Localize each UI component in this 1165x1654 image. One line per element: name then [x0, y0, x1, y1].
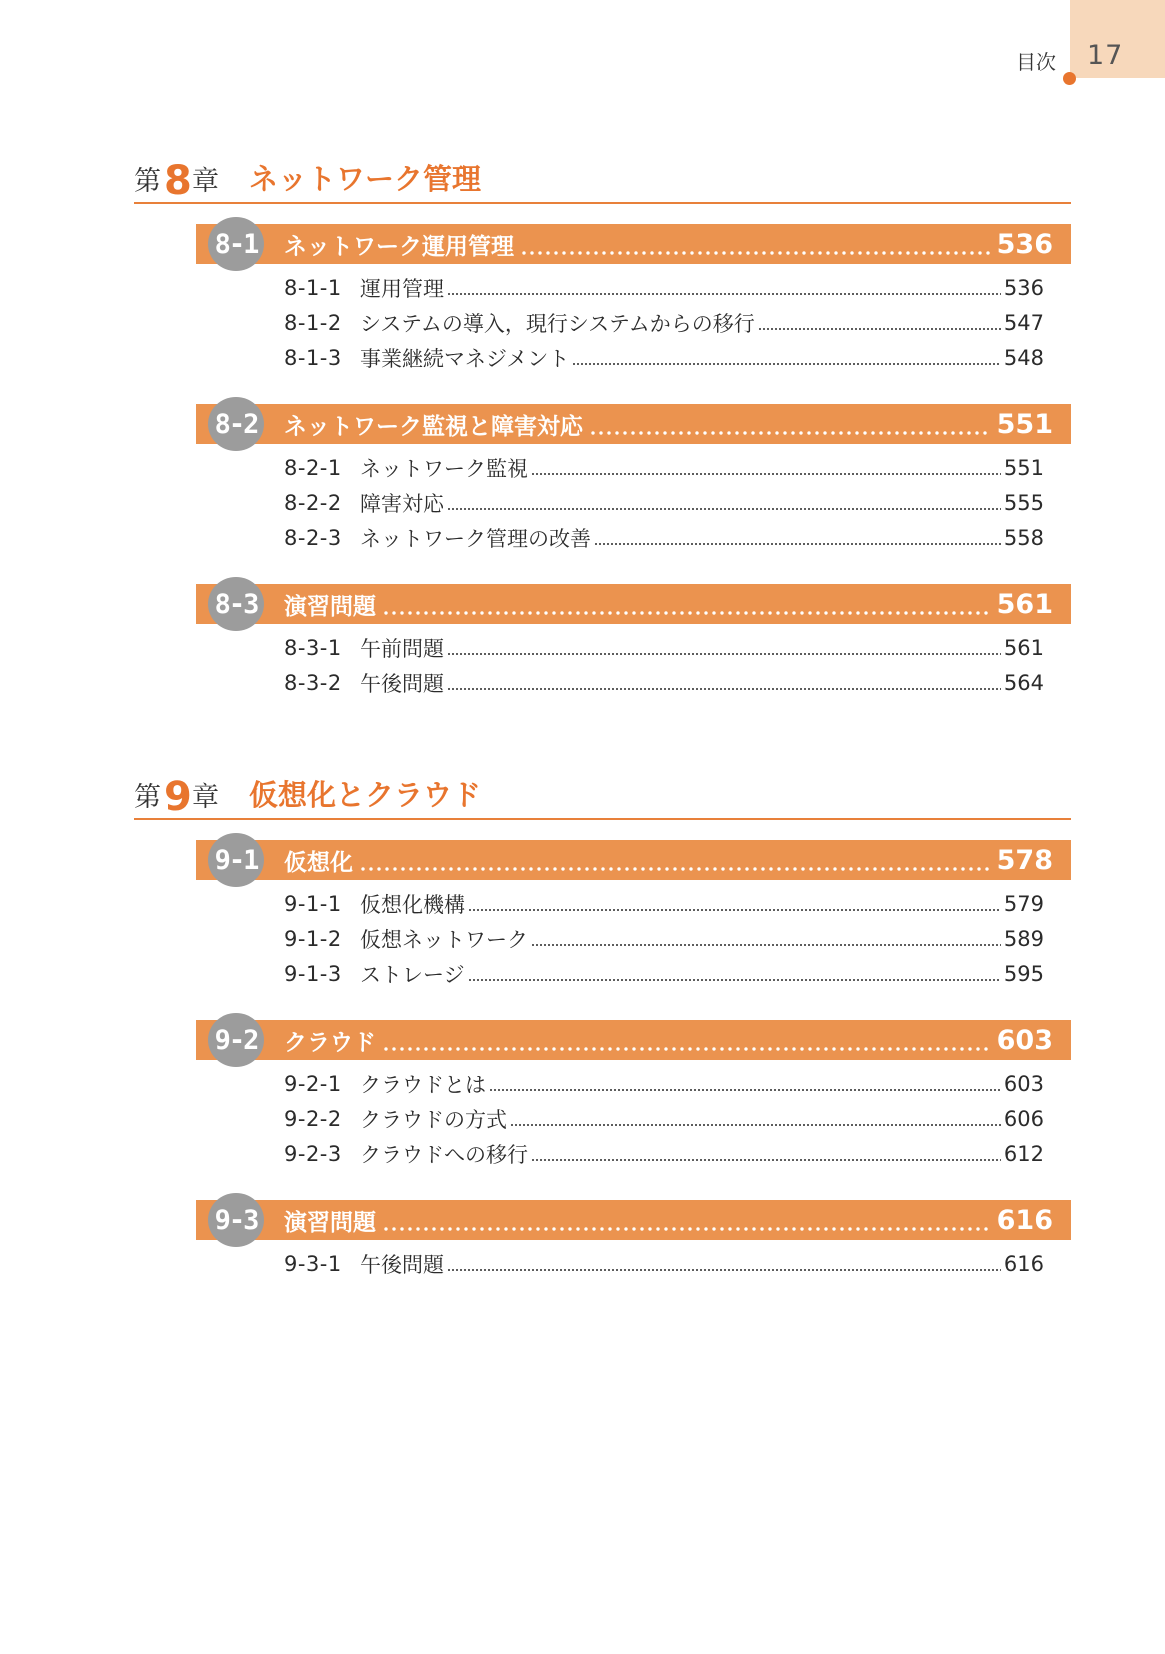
subsection-number: 8-1-3: [284, 345, 342, 370]
dot-leader: [531, 450, 1001, 485]
section-page: 551: [996, 408, 1053, 440]
subsection-label: クラウドの方式: [360, 1107, 507, 1132]
subsection-page: 595: [1003, 961, 1044, 986]
section-number-badge: 9-1: [208, 833, 264, 887]
subsection-label: 仮想ネットワーク: [360, 927, 528, 952]
section-bar[interactable]: [196, 1020, 1071, 1060]
chapter-prefix: 第: [134, 782, 161, 813]
section-number-badge: 9-2: [208, 1013, 264, 1067]
dot-leader: [447, 485, 1001, 520]
subsection-number: 9-1-1: [284, 891, 342, 916]
section-title: 演習問題: [284, 593, 376, 620]
subsection-label: クラウドとは: [360, 1072, 486, 1097]
dot-leader: [520, 224, 991, 264]
section-bar[interactable]: [196, 840, 1071, 880]
section-page: 561: [996, 588, 1053, 620]
section-number-badge: 8-1: [208, 217, 264, 271]
subsection-number: 9-1-2: [284, 926, 342, 951]
subsection-number: 8-2-2: [284, 490, 342, 515]
section-bar[interactable]: [196, 1200, 1071, 1240]
subsection-page: 606: [1003, 1106, 1044, 1131]
list-item[interactable]: [284, 485, 1044, 520]
subsection-label: ネットワーク監視: [360, 456, 528, 481]
dot-leader: [758, 305, 1001, 340]
dot-leader: [510, 1101, 1001, 1136]
subsection-label: 午前問題: [360, 636, 444, 661]
section-number-badge: 8-3: [208, 577, 264, 631]
subsection-page: 548: [1003, 345, 1044, 370]
subsection-number: 8-2-1: [284, 455, 342, 480]
dot-leader: [382, 584, 991, 624]
dot-leader: [489, 1066, 1001, 1101]
list-item[interactable]: [284, 630, 1044, 665]
header-label: 目次: [1016, 50, 1056, 74]
subsection-label: 障害対応: [360, 491, 444, 516]
page-number: 17: [1087, 40, 1124, 71]
chapter-heading: [134, 152, 1071, 204]
subsection-number: 8-3-2: [284, 670, 342, 695]
list-item[interactable]: [284, 305, 1044, 340]
dot-leader: [359, 840, 991, 880]
dot-leader: [531, 1136, 1001, 1171]
subsection-number: 8-2-3: [284, 525, 342, 550]
section-title: ネットワーク運用管理: [284, 233, 514, 260]
subsection-label: 午後問題: [360, 671, 444, 696]
section-title-row: [284, 404, 1053, 444]
subsection-number: 9-2-3: [284, 1141, 342, 1166]
list-item[interactable]: [284, 1066, 1044, 1101]
dot-leader: [447, 665, 1001, 700]
section-bar[interactable]: [196, 224, 1071, 264]
subsection-list: [196, 1066, 1071, 1171]
subsection-page: 603: [1003, 1071, 1044, 1096]
subsection-label: 仮想化機構: [360, 892, 465, 917]
list-item[interactable]: [284, 1246, 1044, 1281]
subsection-page: 579: [1003, 891, 1044, 916]
chapter-suffix: 章: [192, 782, 219, 813]
section-bar[interactable]: [196, 404, 1071, 444]
section-bar[interactable]: [196, 584, 1071, 624]
header-dot-icon: [1063, 72, 1076, 85]
section-title: 演習問題: [284, 1209, 376, 1236]
dot-leader: [447, 630, 1001, 665]
section-page: 578: [996, 844, 1053, 876]
chapter-heading: [134, 768, 1071, 820]
chapter-title: 仮想化とクラウド: [249, 778, 482, 812]
list-item[interactable]: [284, 340, 1044, 375]
section-title-row: [284, 840, 1053, 880]
subsection-page: 561: [1003, 635, 1044, 660]
subsection-label: システムの導入，現行システムからの移行: [360, 311, 755, 336]
subsection-page: 555: [1003, 490, 1044, 515]
subsection-page: 612: [1003, 1141, 1044, 1166]
section-block: [196, 224, 1071, 375]
dot-leader: [594, 520, 1001, 555]
subsection-page: 551: [1003, 455, 1044, 480]
subsection-number: 8-1-1: [284, 275, 342, 300]
dot-leader: [589, 404, 991, 444]
chapter-block: [134, 768, 1071, 1368]
chapter-prefix: 第: [134, 166, 161, 197]
section-title-row: [284, 584, 1053, 624]
subsection-number: 9-1-3: [284, 961, 342, 986]
dot-leader: [468, 886, 1001, 921]
section-block: [196, 1200, 1071, 1281]
subsection-page: 589: [1003, 926, 1044, 951]
section-page: 603: [996, 1024, 1053, 1056]
subsection-list: [196, 1246, 1071, 1281]
dot-leader: [468, 956, 1001, 991]
list-item[interactable]: [284, 270, 1044, 305]
chapter-number: 8: [164, 158, 192, 204]
chapter-number: 9: [164, 774, 192, 820]
subsection-label: 事業継続マネジメント: [360, 346, 570, 371]
section-title-row: [284, 224, 1053, 264]
section-block: [196, 584, 1071, 700]
subsection-list: [196, 450, 1071, 555]
section-block: [196, 404, 1071, 555]
section-block: [196, 1020, 1071, 1171]
section-title: 仮想化: [284, 849, 353, 876]
dot-leader: [382, 1200, 991, 1240]
list-item[interactable]: [284, 886, 1044, 921]
chapter-suffix: 章: [192, 166, 219, 197]
subsection-label: 午後問題: [360, 1252, 444, 1277]
section-title-row: [284, 1020, 1053, 1060]
section-number-badge: 9-3: [208, 1193, 264, 1247]
list-item[interactable]: [284, 956, 1044, 991]
subsection-label: ストレージ: [360, 962, 465, 987]
subsection-page: 564: [1003, 670, 1044, 695]
subsection-page: 536: [1003, 275, 1044, 300]
subsection-label: 運用管理: [360, 276, 444, 301]
subsection-number: 9-3-1: [284, 1251, 342, 1276]
list-item[interactable]: [284, 1136, 1044, 1171]
subsection-list: [196, 886, 1071, 991]
dot-leader: [382, 1020, 991, 1060]
subsection-number: 8-3-1: [284, 635, 342, 660]
subsection-list: [196, 270, 1071, 375]
list-item[interactable]: [284, 665, 1044, 700]
subsection-label: クラウドへの移行: [360, 1142, 528, 1167]
subsection-number: 8-1-2: [284, 310, 342, 335]
section-title: ネットワーク監視と障害対応: [284, 413, 583, 440]
section-page: 616: [996, 1204, 1053, 1236]
section-number-badge: 8-2: [208, 397, 264, 451]
list-item[interactable]: [284, 1101, 1044, 1136]
list-item[interactable]: [284, 921, 1044, 956]
dot-leader: [572, 340, 1001, 375]
list-item[interactable]: [284, 450, 1044, 485]
subsection-number: 9-2-1: [284, 1071, 342, 1096]
section-title: クラウド: [284, 1029, 376, 1056]
subsection-page: 616: [1003, 1251, 1044, 1276]
dot-leader: [447, 1246, 1001, 1281]
section-page: 536: [996, 228, 1053, 260]
subsection-list: [196, 630, 1071, 700]
subsection-label: ネットワーク管理の改善: [360, 526, 591, 551]
subsection-page: 547: [1003, 310, 1044, 335]
chapter-title: ネットワーク管理: [249, 162, 482, 196]
section-block: [196, 840, 1071, 991]
dot-leader: [447, 270, 1001, 305]
subsection-number: 9-2-2: [284, 1106, 342, 1131]
section-title-row: [284, 1200, 1053, 1240]
subsection-page: 558: [1003, 525, 1044, 550]
chapter-block: [134, 152, 1071, 752]
dot-leader: [531, 921, 1001, 956]
list-item[interactable]: [284, 520, 1044, 555]
